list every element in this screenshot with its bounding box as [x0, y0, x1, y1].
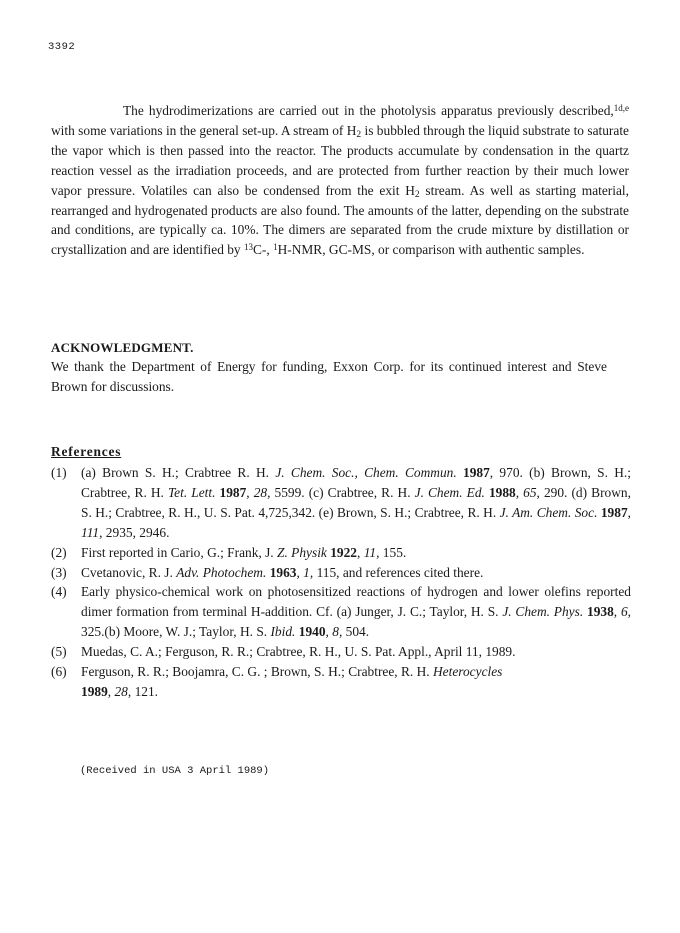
citation-superscript: 1d,e: [613, 103, 629, 113]
reference-item-4: (4) Early physico-chemical work on photosensitized reactions of hydrogen and lower olefins reported dimer formation from terminal H-addition. Cf. (a) Junger, J. C.; Taylor, H. S. J. Chem. Phys. 1938, 6, 325.(b) Moore, W. J.; Taylor, H. S. Ibid. 1940, 8, 504.: [51, 584, 631, 640]
reference-item-5: (5) Muedas, C. A.; Ferguson, R. R.; Crabtree, R. H., U. S. Pat. Appl., April 11, 1989.: [51, 644, 516, 660]
reference-item-2: (2) First reported in Cario, G.; Frank, J. Z. Physik 1922, 11, 155.: [51, 544, 407, 560]
acknowledgment-heading: ACKNOWLEDGMENT.: [51, 340, 194, 355]
experimental-paragraph: The hydrodimerizations are carried out in the photolysis apparatus previously described,$^{1d,e}$ with some variations in the general set-up. A stream of $H_2$ is bubbled through the liquid substrate to saturate the vapor which is then passed into the reactor. The products accumulate by condensation in the quartz reaction vessel as the irradiation proceeds, and are protected from further reaction by their much lower vapor pressure. Volatiles can also be condensed from the exit $H_2$ stream. As well as starting material, rearranged and hydrogenated products are also found. The amounts of the latter, depending on the substrate and conditions, are typically ca. 10%. The dimers are separated from the crude mixture by distillation or crystallization and are identified by $^{13}$C-, $^1$H-NMR, GC-MS, or comparison with authentic samples.: [51, 103, 629, 258]
reference-item-1: (1) (a) Brown S. H.; Crabtree R. H. J. Chem. Soc., Chem. Commun. 1987, 970. (b) Brown, S. H.; Crabtree, R. H. Tet. Lett. 1987, 28, 5599. (c) Crabtree, R. H. J. Chem. Ed. 1988, 65, 290. (d) Brown, S. H.; Crabtree, R. H., U. S. Pat. 4,725,342. (e) Brown, S. H.; Crabtree, R. H. J. Am. Chem. Soc. 1987, 111, 2935, 2946.: [51, 465, 631, 540]
reference-item-3: (3) Cvetanovic, R. J. Adv. Photochem. 1963, 1, 115, and references cited there.: [51, 564, 484, 580]
acknowledgment-text: We thank the Department of Energy for funding, Exxon Corp. for its continued interest and Steve Brown for discussions.: [51, 359, 607, 394]
page-number: 3392: [48, 41, 76, 53]
reference-item-6: (6) Ferguson, R. R.; Boojamra, C. G. ; Brown, S. H.; Crabtree, R. H. Heterocycles 1989, 28, 121.: [51, 664, 503, 699]
reference-list: [51, 463, 631, 702]
received-date: (Received in USA 3 April 1989): [80, 765, 270, 777]
references-heading: References: [51, 444, 122, 459]
